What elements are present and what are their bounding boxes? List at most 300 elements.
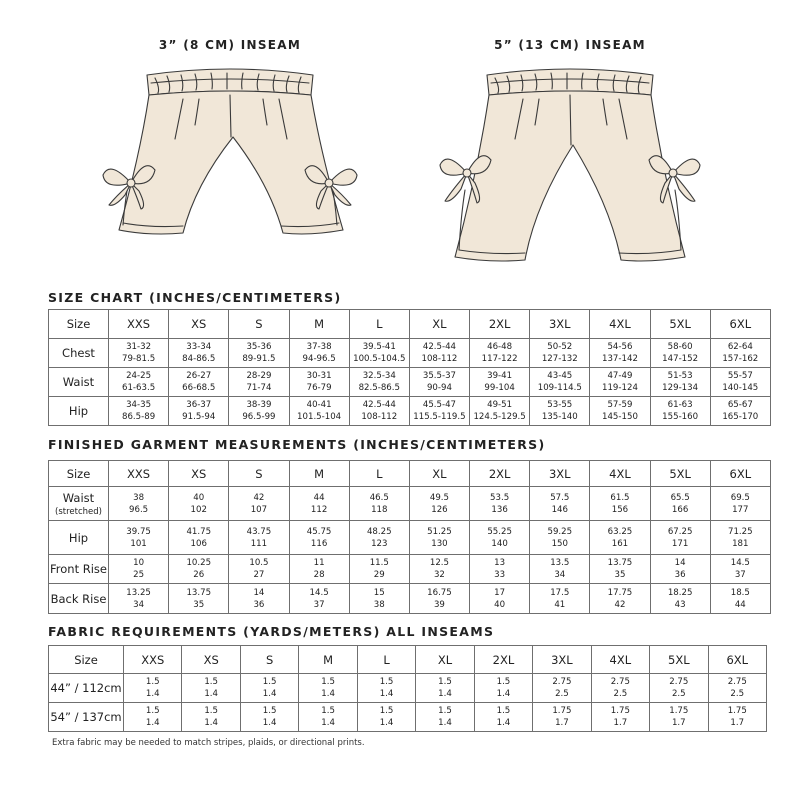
value-primary: 11.5 <box>369 558 389 568</box>
value-primary: 51-53 <box>667 371 693 381</box>
value-secondary: 42 <box>614 599 626 610</box>
value-primary: 2.75 <box>610 677 630 687</box>
value-primary: 1.5 <box>438 706 452 716</box>
measurement-cell <box>109 397 169 426</box>
value-secondary: 135-140 <box>541 412 578 422</box>
value-secondary: 146 <box>551 504 568 515</box>
value-primary: 10.5 <box>249 558 269 568</box>
table-row <box>49 703 767 732</box>
size-column-header: 2XL <box>470 461 530 487</box>
row-label <box>49 487 109 521</box>
value-secondary: 116 <box>310 538 328 549</box>
value-primary: 12.5 <box>429 558 450 568</box>
measurement-cell <box>530 339 590 368</box>
value-secondary: 25 <box>133 570 145 580</box>
value-primary: 49-51 <box>487 400 513 410</box>
shorts-5-inch-illustration <box>435 65 705 270</box>
value-secondary: 43 <box>674 599 686 610</box>
value-primary: 57.5 <box>550 492 570 503</box>
value-secondary: 2.5 <box>613 689 628 699</box>
table-row <box>49 555 771 584</box>
value-secondary: 140-145 <box>722 383 759 393</box>
value-primary: 2.75 <box>552 677 572 687</box>
measurement-cell <box>409 487 469 521</box>
value-primary: 1.5 <box>145 706 160 716</box>
measurement-cell <box>470 339 530 368</box>
measurement-cell <box>169 521 229 555</box>
measurement-cell <box>470 584 530 614</box>
measurement-cell <box>650 339 710 368</box>
measurement-cell <box>349 584 409 614</box>
value-primary: 1.75 <box>669 706 689 716</box>
measurement-cell <box>470 555 530 584</box>
value-primary: 1.5 <box>438 677 452 687</box>
measurement-cell <box>591 674 649 703</box>
value-primary: 17.75 <box>607 587 633 598</box>
size-column-header: S <box>229 310 289 339</box>
value-secondary: 41 <box>554 599 566 610</box>
measurement-cell <box>650 674 708 703</box>
measurement-cell <box>229 339 289 368</box>
size-column-header: 5XL <box>650 646 708 674</box>
value-secondary: 84-86.5 <box>182 354 216 364</box>
value-secondary: 111 <box>250 538 268 549</box>
measurement-cell <box>229 397 289 426</box>
value-secondary: 123 <box>371 538 388 549</box>
measurement-cell <box>708 703 766 732</box>
value-secondary: 35 <box>193 599 205 610</box>
value-secondary: 1.7 <box>613 718 628 728</box>
value-secondary: 79-81.5 <box>122 354 156 364</box>
value-primary: 13.5 <box>550 558 570 568</box>
measurement-cell <box>229 368 289 397</box>
measurement-cell <box>474 703 532 732</box>
measurement-cell <box>229 487 289 521</box>
measurement-cell <box>530 521 590 555</box>
value-secondary: 71-74 <box>246 383 272 393</box>
fabric-note: Extra fabric may be needed to match stripes, plaids, or directional prints. <box>52 738 365 748</box>
value-primary: 57-59 <box>607 400 633 410</box>
measurement-cell <box>650 397 710 426</box>
value-secondary: 29 <box>373 570 385 580</box>
measurement-cell <box>530 555 590 584</box>
value-primary: 13.75 <box>607 558 633 568</box>
value-primary: 37-38 <box>306 342 332 352</box>
measurement-cell <box>533 703 591 732</box>
measurement-cell <box>289 368 349 397</box>
row-label-text: Waist <box>62 375 95 389</box>
value-primary: 31-32 <box>126 342 152 352</box>
value-secondary: 171 <box>671 538 689 549</box>
measurement-cell <box>710 555 770 584</box>
value-secondary: 1.7 <box>730 718 745 728</box>
value-secondary: 36 <box>253 599 265 610</box>
finished-measurements-title: FINISHED GARMENT MEASUREMENTS (INCHES/CENTIMETERS) <box>48 437 546 452</box>
value-secondary: 27 <box>253 570 265 580</box>
value-primary: 1.5 <box>379 677 394 687</box>
value-primary: 54-56 <box>607 342 633 352</box>
value-secondary: 96.5-99 <box>242 412 276 422</box>
measurement-cell <box>591 703 649 732</box>
value-secondary: 112 <box>310 504 328 515</box>
value-secondary: 181 <box>732 538 749 549</box>
row-label <box>49 703 124 732</box>
value-secondary: 2.5 <box>555 689 569 699</box>
value-secondary: 119-124 <box>602 383 638 393</box>
table-row <box>49 487 771 521</box>
size-column-header: 3XL <box>533 646 591 674</box>
row-label-text: Waist <box>62 490 95 505</box>
size-chart-table <box>48 309 771 426</box>
value-secondary: 156 <box>611 504 629 515</box>
measurement-cell <box>530 397 590 426</box>
value-secondary: 38 <box>373 599 385 610</box>
value-primary: 69.5 <box>730 492 750 503</box>
measurement-cell <box>229 521 289 555</box>
value-secondary: 66-68.5 <box>182 383 216 393</box>
value-primary: 63.25 <box>607 526 633 537</box>
measurement-cell <box>710 584 770 614</box>
size-column-header: 3XL <box>530 310 590 339</box>
value-primary: 28-29 <box>246 371 272 381</box>
size-column-header: 6XL <box>710 461 770 487</box>
measurement-cell <box>289 521 349 555</box>
measurement-cell <box>409 555 469 584</box>
value-secondary: 127-132 <box>541 354 578 364</box>
row-label-text: Chest <box>62 346 95 360</box>
value-primary: 46-48 <box>487 342 513 352</box>
value-secondary: 1.4 <box>145 718 160 728</box>
value-primary: 58-60 <box>667 342 693 352</box>
size-header-label: Size <box>49 461 109 487</box>
value-primary: 46.5 <box>369 492 389 503</box>
row-label-subtext: (stretched) <box>55 506 102 517</box>
measurement-cell <box>650 487 710 521</box>
value-secondary: 140 <box>491 538 508 549</box>
value-primary: 49.5 <box>429 492 450 503</box>
value-primary: 1.75 <box>727 706 747 716</box>
value-primary: 38-39 <box>246 400 272 410</box>
size-column-header: L <box>357 646 415 674</box>
value-primary: 42.5-44 <box>422 342 457 352</box>
value-primary: 40 <box>193 492 205 503</box>
row-label <box>49 521 109 555</box>
measurement-cell <box>289 487 349 521</box>
measurement-cell <box>229 584 289 614</box>
measurement-cell <box>710 397 770 426</box>
value-primary: 35-36 <box>246 342 272 352</box>
measurement-cell <box>416 703 474 732</box>
row-label-text: Back Rise <box>50 591 107 606</box>
value-primary: 2.75 <box>727 677 747 687</box>
size-column-header: 6XL <box>708 646 766 674</box>
row-label <box>49 397 109 426</box>
value-primary: 13.25 <box>126 587 151 598</box>
value-primary: 14 <box>674 558 686 568</box>
table-row <box>49 584 771 614</box>
size-column-header: XS <box>169 461 229 487</box>
value-primary: 35.5-37 <box>422 371 457 381</box>
measurement-cell <box>109 487 169 521</box>
value-secondary: 101 <box>130 538 147 549</box>
value-primary: 40-41 <box>306 400 332 410</box>
value-primary: 39.75 <box>126 526 151 537</box>
measurement-cell <box>109 584 169 614</box>
value-secondary: 161 <box>611 538 629 549</box>
value-secondary: 1.4 <box>145 689 160 699</box>
measurement-cell <box>650 521 710 555</box>
measurement-cell <box>710 339 770 368</box>
measurement-cell <box>169 584 229 614</box>
value-secondary: 34 <box>554 570 566 580</box>
value-secondary: 1.4 <box>204 718 219 728</box>
value-primary: 1.5 <box>262 677 277 687</box>
measurement-cell <box>409 397 469 426</box>
value-secondary: 106 <box>190 538 207 549</box>
measurement-cell <box>416 674 474 703</box>
value-secondary: 91.5-94 <box>182 412 216 422</box>
measurement-cell <box>349 339 409 368</box>
row-label-text: Hip <box>68 404 89 418</box>
value-primary: 32.5-34 <box>362 371 396 381</box>
value-primary: 26-27 <box>186 371 212 381</box>
value-primary: 44 <box>313 492 325 503</box>
value-secondary: 165-170 <box>722 412 759 422</box>
value-secondary: 1.4 <box>496 689 511 699</box>
value-secondary: 117-122 <box>481 354 518 364</box>
measurement-cell <box>708 674 766 703</box>
value-secondary: 126 <box>431 504 448 515</box>
measurement-cell <box>109 555 169 584</box>
table-row <box>49 674 767 703</box>
finished-measurements-table <box>48 460 771 614</box>
value-secondary: 157-162 <box>722 354 759 364</box>
value-secondary: 37 <box>734 570 746 580</box>
measurement-cell <box>109 368 169 397</box>
value-secondary: 86.5-89 <box>122 412 156 422</box>
value-secondary: 118 <box>371 504 388 515</box>
value-primary: 33-34 <box>186 342 212 352</box>
value-primary: 18.25 <box>667 587 693 598</box>
table-header-row <box>49 461 771 487</box>
measurement-cell <box>530 487 590 521</box>
value-secondary: 145-150 <box>602 412 638 422</box>
value-secondary: 99-104 <box>484 383 515 393</box>
value-primary: 45.75 <box>306 526 332 537</box>
measurement-cell <box>240 703 298 732</box>
measurement-cell <box>349 397 409 426</box>
value-primary: 61.5 <box>610 492 630 503</box>
measurement-cell <box>470 397 530 426</box>
value-primary: 1.5 <box>204 677 219 687</box>
value-secondary: 115.5-119.5 <box>413 412 466 422</box>
value-primary: 51.25 <box>427 526 452 537</box>
measurement-cell <box>474 674 532 703</box>
value-secondary: 129-134 <box>662 383 699 393</box>
measurement-cell <box>409 521 469 555</box>
measurement-cell <box>650 368 710 397</box>
value-primary: 47-49 <box>607 371 633 381</box>
inseam-3-heading: 3” (8 CM) INSEAM <box>158 38 302 52</box>
value-secondary: 96.5 <box>129 504 149 515</box>
row-label <box>49 339 109 368</box>
value-secondary: 26 <box>193 570 205 580</box>
value-secondary: 35 <box>614 570 626 580</box>
value-primary: 1.5 <box>379 706 394 716</box>
size-column-header: XXS <box>109 310 169 339</box>
value-primary: 18.5 <box>730 587 750 598</box>
value-primary: 16.75 <box>427 587 452 598</box>
value-primary: 42 <box>253 492 265 503</box>
value-primary: 1.5 <box>204 706 219 716</box>
size-column-header: 4XL <box>591 646 649 674</box>
measurement-cell <box>470 521 530 555</box>
value-secondary: 1.4 <box>496 718 511 728</box>
value-primary: 50-52 <box>547 342 573 352</box>
measurement-cell <box>533 674 591 703</box>
row-label-text: Front Rise <box>50 562 107 576</box>
value-primary: 55-57 <box>727 371 753 381</box>
measurement-cell <box>169 368 229 397</box>
value-primary: 1.5 <box>321 677 335 687</box>
measurement-cell <box>590 521 650 555</box>
value-secondary: 37 <box>313 599 325 610</box>
table-header-row <box>49 310 771 339</box>
measurement-cell <box>530 584 590 614</box>
value-secondary: 130 <box>431 538 448 549</box>
table-row <box>49 339 771 368</box>
value-primary: 71.25 <box>728 526 753 537</box>
row-label-text: 54” / 137cm <box>50 710 122 724</box>
value-primary: 1.75 <box>610 706 630 716</box>
value-secondary: 1.7 <box>671 718 686 728</box>
value-secondary: 1.4 <box>321 689 335 699</box>
value-secondary: 1.4 <box>379 718 394 728</box>
measurement-cell <box>182 674 240 703</box>
measurement-cell <box>470 368 530 397</box>
measurement-cell <box>289 555 349 584</box>
measurement-cell <box>590 487 650 521</box>
size-column-header: 5XL <box>650 461 710 487</box>
measurement-cell <box>299 674 357 703</box>
measurement-cell <box>530 368 590 397</box>
value-secondary: 36 <box>674 570 686 580</box>
size-column-header: 4XL <box>590 310 650 339</box>
row-label-text: Hip <box>68 530 89 545</box>
value-primary: 1.75 <box>552 706 572 716</box>
measurement-cell <box>169 555 229 584</box>
value-primary: 36-37 <box>186 400 212 410</box>
measurement-cell <box>349 487 409 521</box>
inseam-5-heading: 5” (13 CM) INSEAM <box>494 38 646 52</box>
row-label <box>49 368 109 397</box>
size-column-header: S <box>240 646 298 674</box>
value-primary: 39.5-41 <box>362 342 396 352</box>
size-column-header: XS <box>182 646 240 674</box>
value-secondary: 1.4 <box>379 689 394 699</box>
value-primary: 13.75 <box>186 587 212 598</box>
value-secondary: 89-91.5 <box>242 354 276 364</box>
value-primary: 53-55 <box>547 400 573 410</box>
measurement-cell <box>299 703 357 732</box>
size-chart-title: SIZE CHART (INCHES/CENTIMETERS) <box>48 290 342 305</box>
table-row <box>49 397 771 426</box>
value-primary: 39-41 <box>487 371 513 381</box>
value-primary: 14.5 <box>309 587 329 598</box>
value-secondary: 34 <box>133 599 145 610</box>
value-primary: 17 <box>494 587 506 598</box>
measurement-cell <box>289 339 349 368</box>
measurement-cell <box>109 521 169 555</box>
measurement-cell <box>650 555 710 584</box>
value-primary: 14.5 <box>730 558 750 568</box>
measurement-cell <box>710 521 770 555</box>
fabric-requirements-table <box>48 645 767 732</box>
value-primary: 10 <box>133 558 145 568</box>
size-column-header: L <box>349 310 409 339</box>
value-secondary: 2.5 <box>730 689 745 699</box>
value-primary: 48.25 <box>366 526 392 537</box>
size-column-header: 3XL <box>530 461 590 487</box>
measurement-cell <box>710 487 770 521</box>
value-primary: 62-64 <box>727 342 753 352</box>
measurement-cell <box>357 703 415 732</box>
measurement-cell <box>240 674 298 703</box>
size-column-header: 2XL <box>474 646 532 674</box>
value-primary: 53.5 <box>490 492 510 503</box>
value-primary: 38 <box>133 492 145 503</box>
size-column-header: XL <box>409 461 469 487</box>
value-primary: 17.5 <box>550 587 570 598</box>
value-secondary: 40 <box>494 599 506 610</box>
value-primary: 43-45 <box>547 371 573 381</box>
value-secondary: 101.5-104 <box>297 412 342 422</box>
value-secondary: 33 <box>494 570 506 580</box>
value-secondary: 28 <box>313 570 325 580</box>
value-primary: 59.25 <box>547 526 573 537</box>
value-secondary: 61-63.5 <box>122 383 156 393</box>
measurement-cell <box>590 555 650 584</box>
value-primary: 10.25 <box>186 558 212 568</box>
value-primary: 67.25 <box>667 526 693 537</box>
value-secondary: 1.4 <box>438 689 452 699</box>
value-secondary: 107 <box>250 504 268 515</box>
value-secondary: 108-112 <box>421 354 458 364</box>
value-secondary: 2.5 <box>671 689 686 699</box>
shorts-3-inch-illustration <box>95 65 365 240</box>
fabric-requirements-title: FABRIC REQUIREMENTS (YARDS/METERS) ALL INSEAMS <box>48 624 495 639</box>
measurement-cell <box>124 703 182 732</box>
value-primary: 65-67 <box>727 400 753 410</box>
measurement-cell <box>409 368 469 397</box>
size-column-header: XL <box>416 646 474 674</box>
value-primary: 55.25 <box>487 526 512 537</box>
value-secondary: 1.4 <box>262 689 277 699</box>
size-column-header: XXS <box>124 646 182 674</box>
measurement-cell <box>470 487 530 521</box>
value-secondary: 44 <box>734 599 746 610</box>
measurement-cell <box>357 674 415 703</box>
value-secondary: 166 <box>671 504 689 515</box>
size-header-label: Size <box>49 310 109 339</box>
size-column-header: 6XL <box>710 310 770 339</box>
measurement-cell <box>590 397 650 426</box>
measurement-cell <box>349 368 409 397</box>
value-secondary: 136 <box>491 504 508 515</box>
measurement-cell <box>590 339 650 368</box>
measurement-cell <box>229 555 289 584</box>
value-secondary: 32 <box>433 570 445 580</box>
